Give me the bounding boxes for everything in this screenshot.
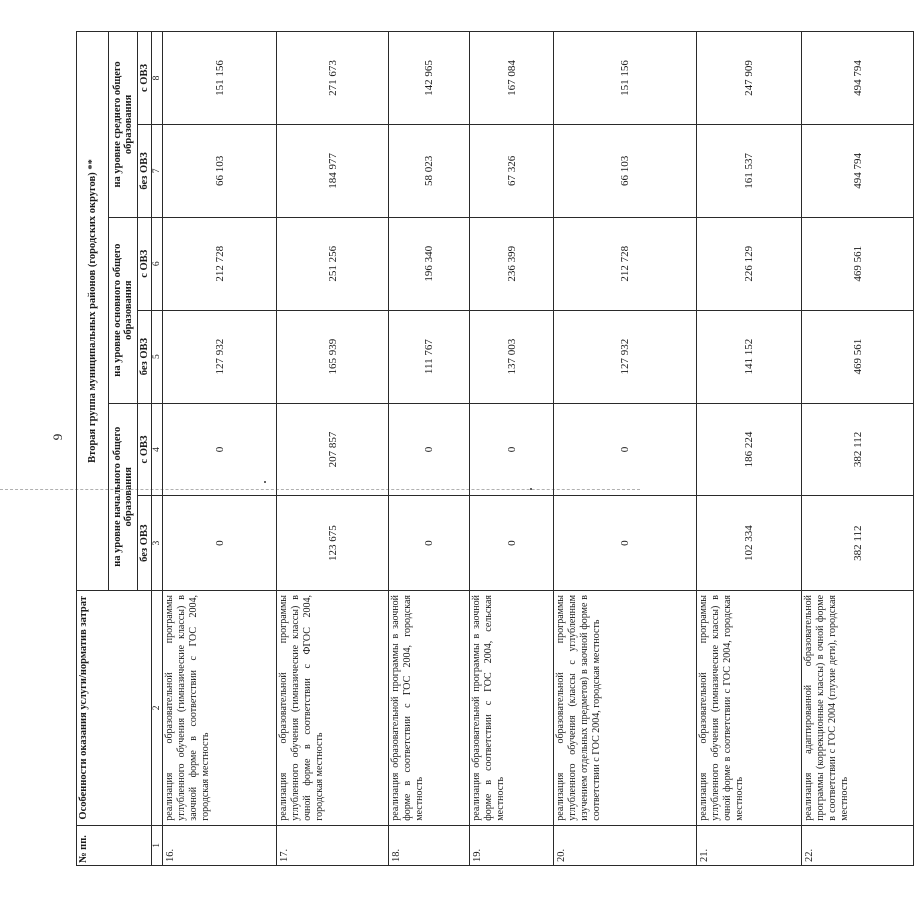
header-sub: без ОВЗ [138, 496, 152, 591]
row-number: 20. [554, 825, 697, 865]
row-number: 19. [470, 825, 554, 865]
value-cell: 151 156 [554, 32, 697, 125]
value-cell: 111 767 [389, 310, 470, 403]
value-cell: 0 [163, 496, 277, 591]
value-cell: 127 932 [163, 310, 277, 403]
value-cell: 58 023 [389, 125, 470, 218]
table-row [697, 32, 802, 866]
value-cell: 186 224 [697, 403, 802, 496]
header-number: № пп. [77, 825, 152, 865]
row-description: реализация образовательной программы в заочной форме в соответствии с ГОС 2004, сельская местность [470, 590, 554, 825]
value-cell: 0 [389, 403, 470, 496]
header-group: Вторая группа муниципальных районов (городских округов) ** [77, 32, 109, 591]
value-cell: 0 [470, 403, 554, 496]
value-cell: 66 103 [554, 125, 697, 218]
row-number: 18. [389, 825, 470, 865]
header-sub: с ОВЗ [138, 217, 152, 310]
page-number: 9 [50, 433, 65, 441]
row-description: реализация образовательной программы углубленного обучения (классы с углубленным изучением отдельных предметов) в заочной форме в соответствии с ГОС 2004, городская местность [554, 590, 697, 825]
table-row [554, 32, 697, 866]
header-level-basic: на уровне основного общего образования [109, 217, 138, 403]
column-number: 1 [152, 825, 163, 865]
value-cell: 127 932 [554, 310, 697, 403]
row-description: реализация адаптированной образовательной программы (коррекционные классы) в очной форме в соответствии с ГОС 2004 (глухие дети), городская местность [802, 590, 914, 825]
table-row [802, 32, 914, 866]
value-cell: 161 537 [697, 125, 802, 218]
row-description: реализация образовательной программы углубленного обучения (гимназические классы) в очной форме в соответствии с ГОС 2004, городская местность [697, 590, 802, 825]
column-number: 8 [152, 32, 163, 125]
row-number: 16. [163, 825, 277, 865]
column-number: 4 [152, 403, 163, 496]
value-cell: 382 112 [802, 496, 914, 591]
header-description: Особенности оказания услуги/норматив затрат [77, 590, 152, 825]
value-cell: 167 084 [470, 32, 554, 125]
column-number: 5 [152, 310, 163, 403]
value-cell: 196 340 [389, 217, 470, 310]
row-number: 22. [802, 825, 914, 865]
value-cell: 102 334 [697, 496, 802, 591]
header-sub: без ОВЗ [138, 310, 152, 403]
value-cell: 271 673 [277, 32, 389, 125]
value-cell: 494 794 [802, 125, 914, 218]
value-cell: 142 965 [389, 32, 470, 125]
column-number: 7 [152, 125, 163, 218]
value-cell: 212 728 [163, 217, 277, 310]
value-cell: 0 [470, 496, 554, 591]
row-description: реализация образовательной программы в заочной форме в соответствии с ГОС 2004, городская местность [389, 590, 470, 825]
rotated-table-wrapper [76, 31, 864, 866]
header-level-secondary: на уровне среднего общего образования [109, 32, 138, 218]
value-cell: 382 112 [802, 403, 914, 496]
value-cell: 212 728 [554, 217, 697, 310]
column-number: 6 [152, 217, 163, 310]
value-cell: 247 909 [697, 32, 802, 125]
value-cell: 67 326 [470, 125, 554, 218]
row-description: реализация образовательной программы углубленного обучения (гимназические классы) в заочной форме в соответствии с ГОС 2004, городская местность [163, 590, 277, 825]
row-number: 21. [697, 825, 802, 865]
value-cell: 0 [554, 403, 697, 496]
table-row [277, 32, 389, 866]
value-cell: 494 794 [802, 32, 914, 125]
value-cell: 207 857 [277, 403, 389, 496]
header-level-primary: на уровне начального общего образования [109, 403, 138, 590]
value-cell: 141 152 [697, 310, 802, 403]
value-cell: 0 [163, 403, 277, 496]
value-cell: 236 399 [470, 217, 554, 310]
value-cell: 0 [554, 496, 697, 591]
column-number: 2 [152, 590, 163, 825]
value-cell: 165 939 [277, 310, 389, 403]
table-row [163, 32, 277, 866]
table-row [470, 32, 554, 866]
header-sub: с ОВЗ [138, 403, 152, 496]
column-number: 3 [152, 496, 163, 591]
row-description: реализация образовательной программы углубленного обучения (гимназические классы) в очной форме в соответствии с ФГОС 2004, городская местность [277, 590, 389, 825]
row-number: 17. [277, 825, 389, 865]
value-cell: 151 156 [163, 32, 277, 125]
value-cell: 184 977 [277, 125, 389, 218]
value-cell: 66 103 [163, 125, 277, 218]
value-cell: 469 561 [802, 310, 914, 403]
value-cell: 226 129 [697, 217, 802, 310]
value-cell: 469 561 [802, 217, 914, 310]
table-row [389, 32, 470, 866]
value-cell: 0 [389, 496, 470, 591]
value-cell: 123 675 [277, 496, 389, 591]
value-cell: 251 256 [277, 217, 389, 310]
value-cell: 137 003 [470, 310, 554, 403]
header-sub: без ОВЗ [138, 125, 152, 218]
header-sub: с ОВЗ [138, 32, 152, 125]
cost-norms-table [76, 31, 914, 866]
